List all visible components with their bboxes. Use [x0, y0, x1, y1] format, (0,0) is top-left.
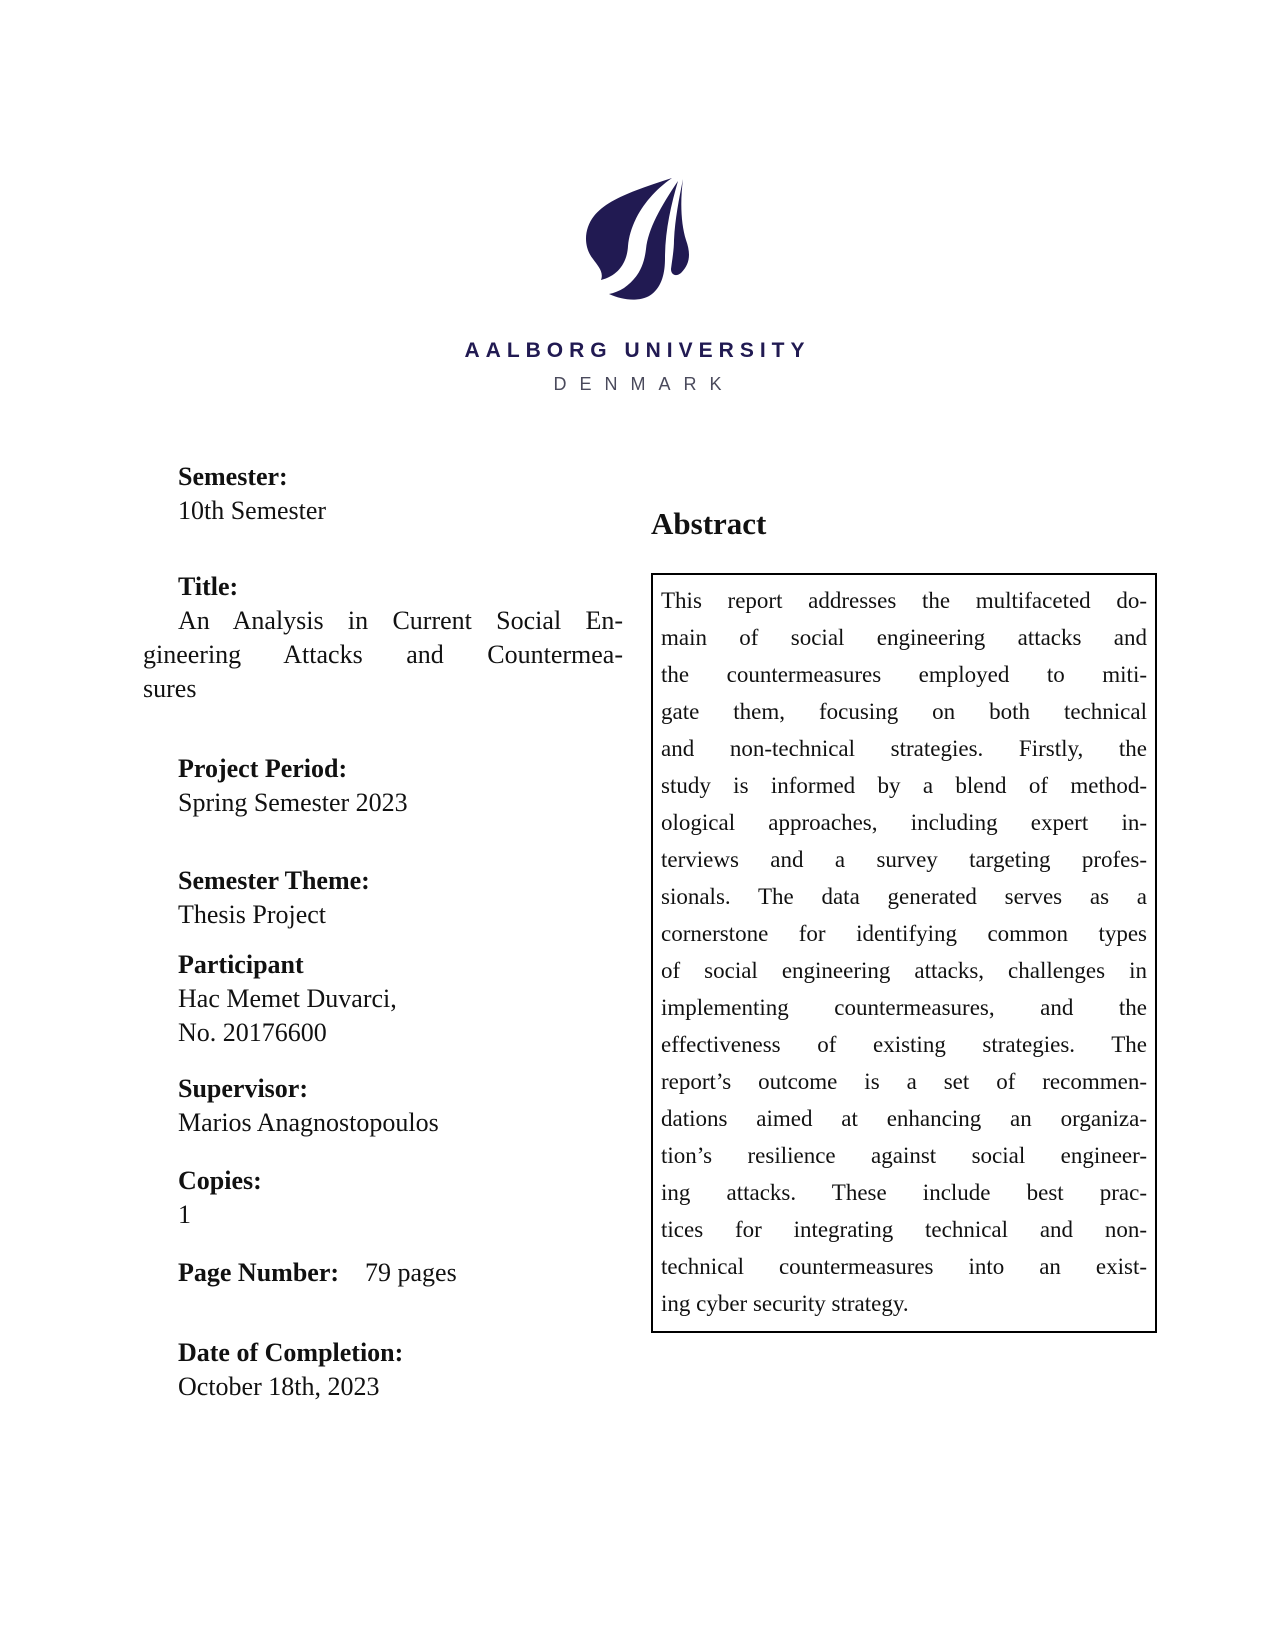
- field-label: Participant: [178, 950, 304, 979]
- university-logo-block: [428, 176, 848, 395]
- abstract-line: technical countermeasures into an exist-: [661, 1254, 1147, 1279]
- abstract-line: This report addresses the multifaceted do-: [661, 588, 1147, 613]
- field-value: 10th Semester: [178, 496, 327, 525]
- abstract-line: ological approaches, including expert in-: [661, 810, 1147, 835]
- thesis-title-line: sures: [143, 674, 197, 703]
- field-participant: [143, 948, 623, 1050]
- info-panel: [143, 460, 623, 1404]
- field-value: Marios Anagnostopoulos: [178, 1108, 439, 1137]
- field-title: [143, 570, 623, 706]
- field-semester: [143, 460, 623, 528]
- field-page-number: [143, 1256, 623, 1290]
- abstract-line: sionals. The data generated serves as a: [661, 884, 1147, 909]
- participant-number: No. 20176600: [178, 1018, 327, 1047]
- content-columns: [143, 460, 1157, 1404]
- abstract-box: [651, 573, 1157, 1333]
- thesis-title: [143, 604, 623, 706]
- thesis-title-line: gineering Attacks and Countermea-: [143, 640, 623, 669]
- aau-swoosh-icon: [582, 176, 694, 302]
- abstract-line: gate them, focusing on both technical: [661, 699, 1147, 724]
- thesis-title-line: An Analysis in Current Social En-: [178, 606, 623, 635]
- field-label: Date of Completion:: [178, 1338, 404, 1367]
- field-value: 1: [178, 1200, 191, 1229]
- abstract-line: the countermeasures employed to miti-: [661, 662, 1147, 687]
- field-value: 79 pages: [365, 1258, 457, 1287]
- field-label: Supervisor:: [178, 1074, 308, 1103]
- abstract-line: effectiveness of existing strategies. The: [661, 1032, 1147, 1057]
- field-value: Thesis Project: [178, 900, 327, 929]
- abstract-line: implementing countermeasures, and the: [661, 995, 1147, 1020]
- field-label: Copies:: [178, 1166, 262, 1195]
- field-label: Semester:: [178, 462, 288, 491]
- abstract-line: tion’s resilience against social engineer-: [661, 1143, 1147, 1168]
- field-supervisor: [143, 1072, 623, 1140]
- abstract-line: ing attacks. These include best prac-: [661, 1180, 1147, 1205]
- field-label: Page Number:: [178, 1258, 340, 1287]
- university-country: DENMARK: [553, 374, 735, 394]
- university-name: AALBORG UNIVERSITY: [464, 339, 811, 362]
- abstract-line: terviews and a survey targeting profes-: [661, 847, 1147, 872]
- abstract-panel: [651, 460, 1157, 1333]
- abstract-heading: Abstract: [651, 506, 767, 541]
- abstract-line: and non-technical strategies. Firstly, the: [661, 736, 1147, 761]
- field-label: Project Period:: [178, 754, 348, 783]
- abstract-line: dations aimed at enhancing an organiza-: [661, 1106, 1147, 1131]
- participant-name: Hac Memet Duvarci,: [178, 984, 397, 1013]
- abstract-line: tices for integrating technical and non-: [661, 1217, 1147, 1242]
- abstract-line: of social engineering attacks, challenges in: [661, 958, 1147, 983]
- abstract-line: main of social engineering attacks and: [661, 625, 1147, 650]
- field-label: Semester Theme:: [178, 866, 370, 895]
- field-project-period: [143, 752, 623, 820]
- field-value: Spring Semester 2023: [178, 788, 408, 817]
- abstract-line: cornerstone for identifying common types: [661, 921, 1147, 946]
- abstract-line: ing cyber security strategy.: [661, 1291, 909, 1316]
- field-date-of-completion: [143, 1336, 623, 1404]
- field-semester-theme: [143, 864, 623, 932]
- field-label: Title:: [178, 572, 239, 601]
- abstract-line: report’s outcome is a set of recommen-: [661, 1069, 1147, 1094]
- abstract-line: study is informed by a blend of method-: [661, 773, 1147, 798]
- field-copies: [143, 1164, 623, 1232]
- field-value: October 18th, 2023: [178, 1372, 380, 1401]
